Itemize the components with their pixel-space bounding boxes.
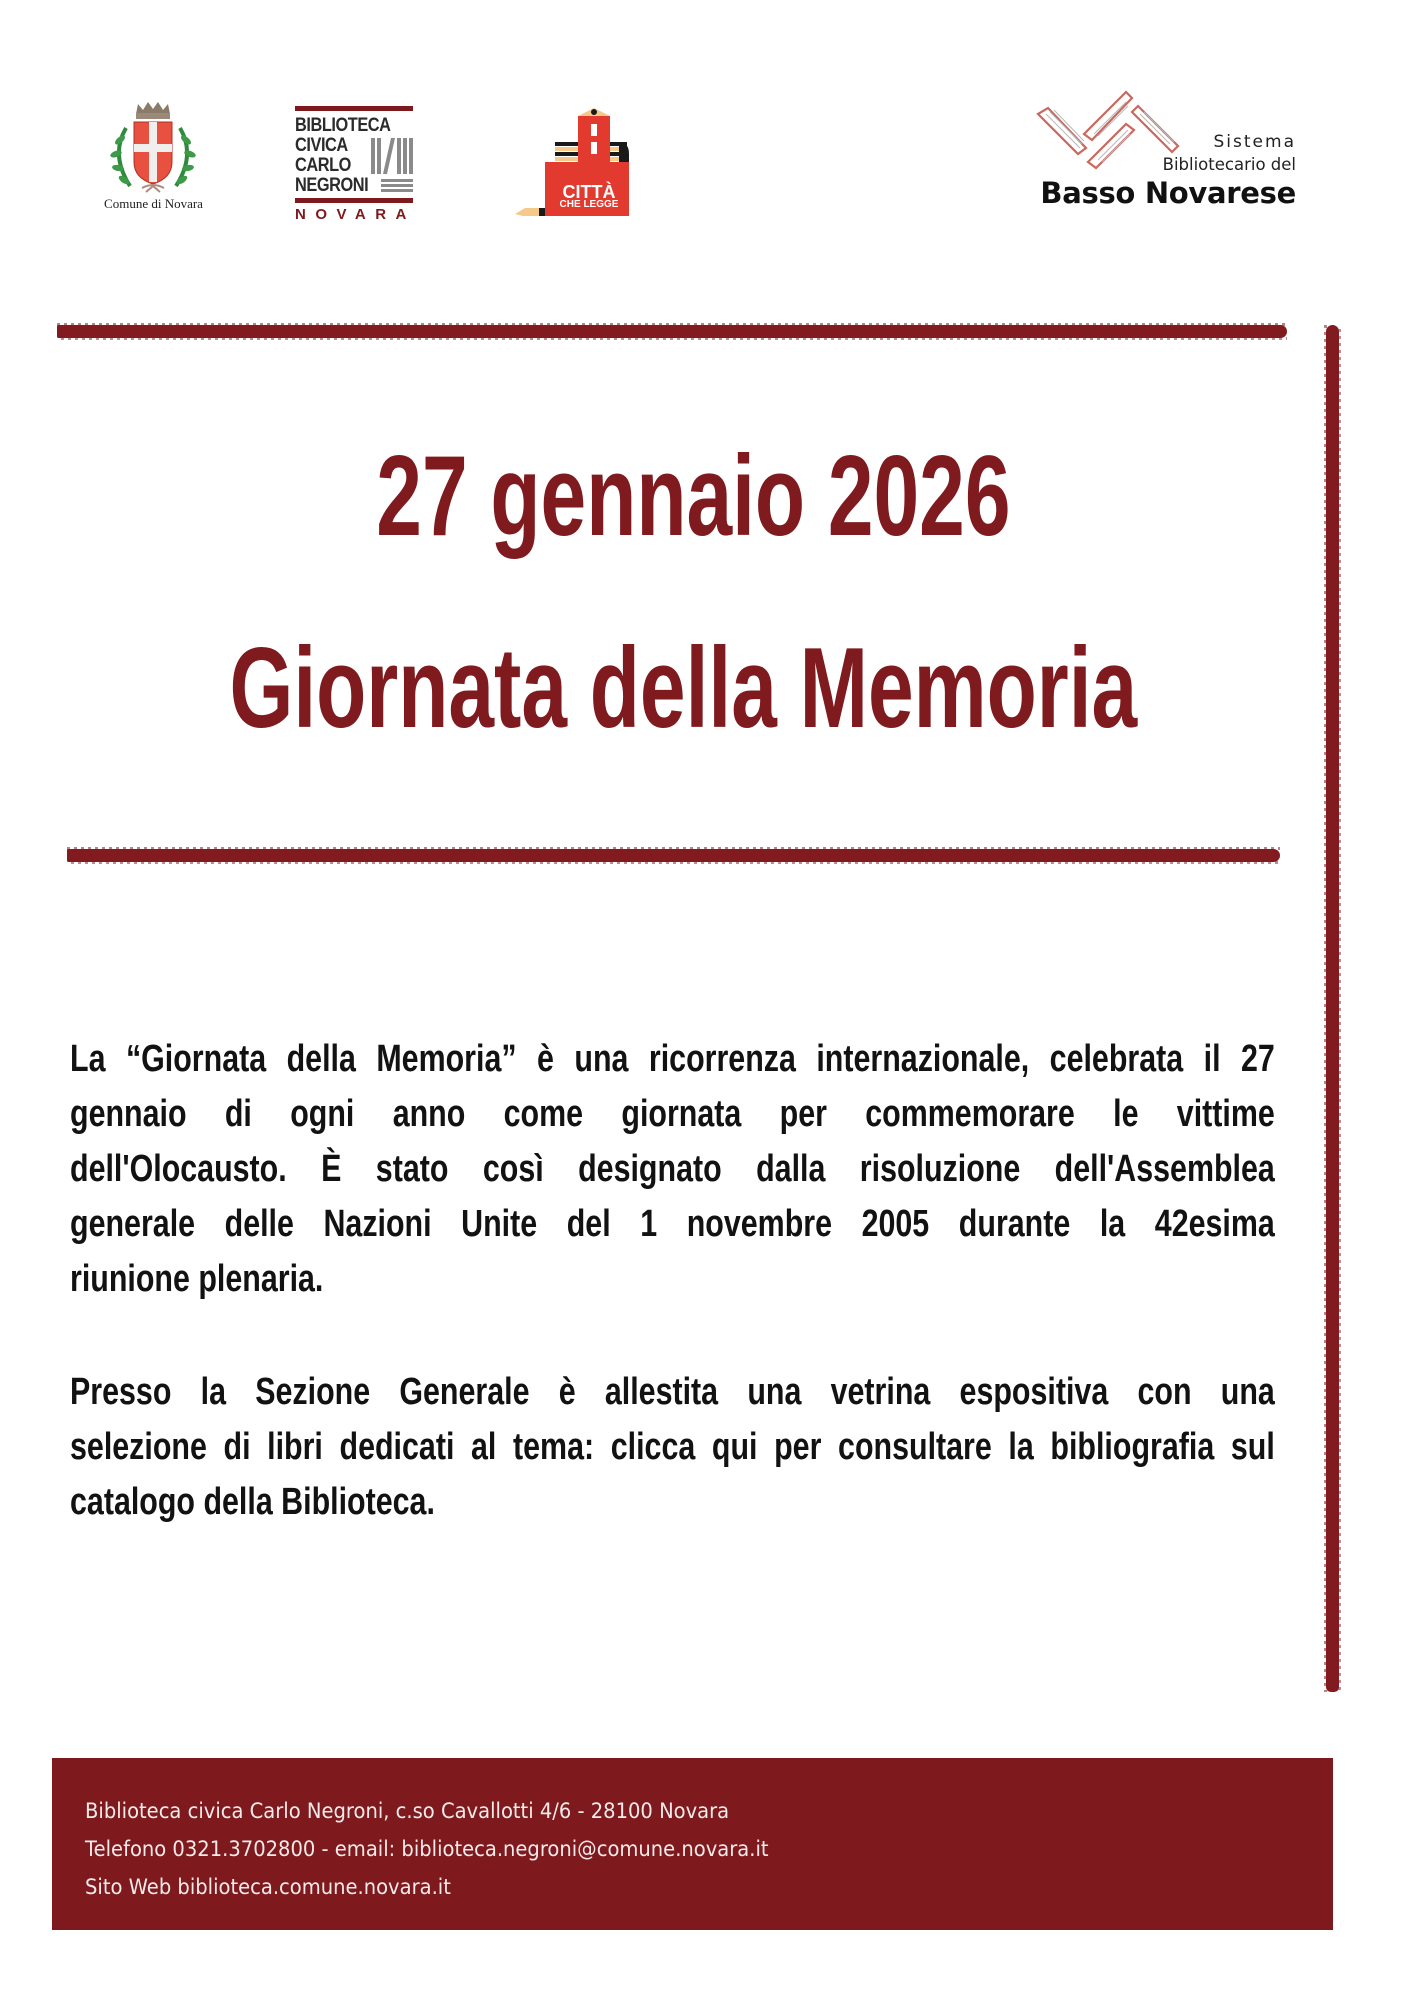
paragraph-line: La “Giornata della Memoria” è una ricorrenza internazionale, celebrata il 27 [70,1038,1275,1080]
logo-word-biblioteca: BIBLIOTECA [295,115,391,136]
logo-bar-top [295,106,413,111]
comune-caption: Comune di Novara [104,196,203,211]
paragraph-line: catalogo della Biblioteca. [70,1481,435,1523]
logo-city: NOVARA [295,206,416,223]
paragraph-line: Presso la Sezione Generale è allestita una vetrina espositiva con una [70,1371,1275,1413]
paragraph-intro [70,1032,1275,1307]
logo-word-civica: CIVICA [295,135,348,156]
brush-divider-top [57,325,1287,338]
logo-word-negroni: NEGRONI [295,175,369,196]
title-date-text: 27 gennaio 2026 [375,433,1011,560]
paragraph-exhibit [70,1365,1275,1530]
paragraph-line: riunione plenaria. [70,1258,324,1300]
bibliography-link-line[interactable]: selezione di libri dedicati al tema: clicca qui per consultare la bibliografia sul [70,1426,1275,1468]
brush-divider-middle [67,849,1280,862]
citta-caption-line2: CHE LEGGE [559,199,619,210]
paragraph-line: dell'Olocausto. È stato così designato dalla risoluzione dell'Assemblea [70,1148,1275,1190]
footer-contacts[interactable]: Telefono 0321.3702800 - email: biblioteca.negroni@comune.novara.it [85,1837,769,1861]
paragraph-line: gennaio di ogni anno come giornata per commemorare le vittime [70,1093,1275,1135]
coat-of-arms-icon [96,100,211,196]
footer-website[interactable]: Sito Web biblioteca.comune.novara.it [85,1875,451,1899]
sistema-bibliotecario-logo [1036,78,1296,213]
citta-che-legge-logo [515,108,630,218]
citta-caption-line1: CITTÀ [562,182,616,202]
paragraph-line: generale delle Nazioni Unite del 1 novembre 2005 durante la 42esima [70,1203,1275,1245]
contact-footer [52,1758,1333,1930]
logo-bar-bottom [295,198,413,203]
sistema-line3: Basso Novarese [1040,176,1296,210]
title-event [0,624,1390,754]
sistema-line2: Bibliotecario del [1162,155,1296,174]
bookshelf-icon [371,138,413,196]
sistema-line1: Sistema [1213,132,1296,152]
comune-di-novara-logo [96,100,211,215]
title-date [0,432,1400,562]
logo-word-carlo: CARLO [295,155,351,176]
title-event-text: Giornata della Memoria [229,625,1137,752]
biblioteca-negroni-logo [295,104,416,226]
footer-address: Biblioteca civica Carlo Negroni, c.so Cavallotti 4/6 - 28100 Novara [85,1799,730,1823]
